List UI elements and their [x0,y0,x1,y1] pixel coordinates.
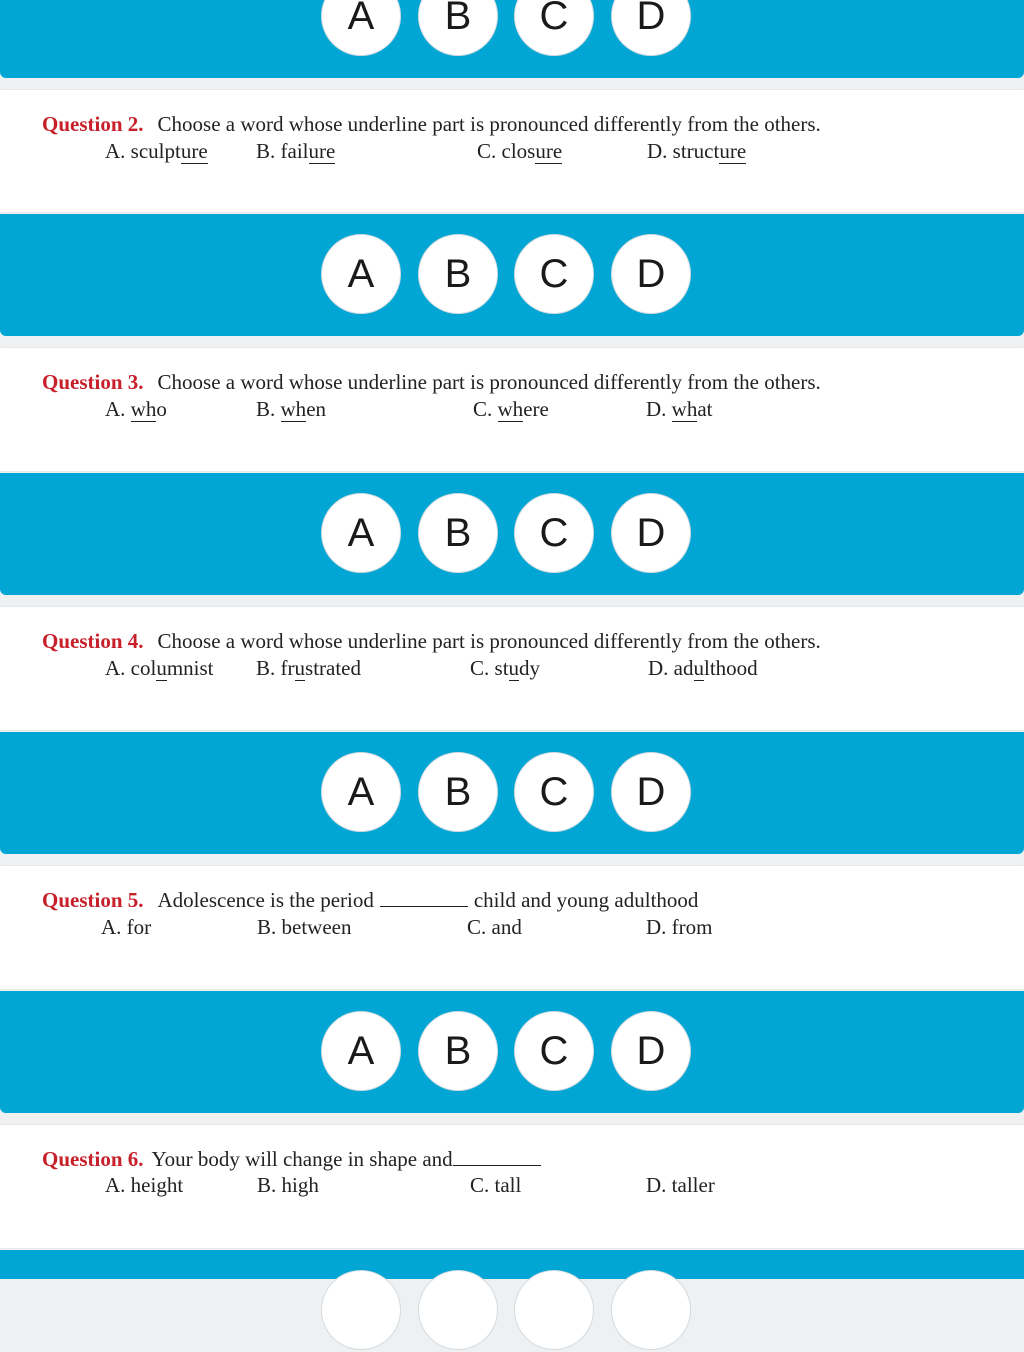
answer-button-a[interactable]: A [321,493,401,573]
question-prompt-end: child and young adulthood [473,888,699,912]
question-prompt: Choose a word whose underline part is pronounced differently from the others. [157,629,821,653]
option-d: D. from [646,915,713,939]
option-d: D. taller [646,1173,715,1197]
answer-band-q4 [0,732,1024,854]
answer-button-c[interactable] [514,1270,594,1350]
question-number: Question 6. [42,1147,144,1171]
question-number: Question 3. [42,370,144,394]
answer-band-q2 [0,214,1024,336]
answer-button-a[interactable]: A [321,0,401,56]
answer-button-b[interactable]: B [418,752,498,832]
option-d: D. structure [647,139,747,163]
answer-button-c[interactable]: C [514,752,594,832]
answer-button-c[interactable]: C [514,234,594,314]
question-prompt: Choose a word whose underline part is pronounced differently from the others. [157,112,821,136]
answer-blank [380,892,468,907]
answer-button-d[interactable] [611,1270,691,1350]
answer-button-d[interactable]: D [611,234,691,314]
answer-band-q6 [0,1250,1024,1279]
option-a: A. columnist [105,656,214,680]
option-d: D. what [646,397,713,421]
answer-button-c[interactable]: C [514,1011,594,1091]
answer-button-d[interactable]: D [611,1011,691,1091]
answer-blank [453,1151,541,1166]
answer-button-b[interactable]: B [418,1011,498,1091]
option-b: B. when [256,397,327,421]
option-c: C. and [467,915,522,939]
question-text [42,370,821,395]
question-prompt: Adolescence is the period [157,888,374,912]
question-text [42,1147,547,1172]
answer-button-b[interactable]: B [418,493,498,573]
option-a: A. for [101,915,152,939]
question-card-2 [0,90,1024,212]
question-prompt: Choose a word whose underline part is pronounced differently from the others. [157,370,821,394]
question-card-6 [0,1125,1024,1248]
question-card-3 [0,348,1024,471]
question-text [42,888,698,913]
answer-band-q5 [0,991,1024,1113]
question-card-4 [0,607,1024,730]
option-a: A. height [105,1173,184,1197]
option-c: C. closure [477,139,563,163]
question-prompt: Your body will change in shape and [151,1147,453,1171]
option-c: C. tall [470,1173,522,1197]
question-number: Question 5. [42,888,144,912]
answer-band-q1 [0,0,1024,78]
answer-button-d[interactable]: D [611,752,691,832]
option-c: C. where [473,397,549,421]
question-card-5 [0,866,1024,989]
option-d: D. adulthood [648,656,758,680]
answer-button-a[interactable] [321,1270,401,1350]
question-number: Question 2. [42,112,144,136]
answer-button-d[interactable]: D [611,493,691,573]
option-b: B. failure [256,139,336,163]
answer-button-a[interactable]: A [321,234,401,314]
option-a: A. sculpture [105,139,208,163]
option-c: C. study [470,656,541,680]
answer-button-a[interactable]: A [321,1011,401,1091]
option-a: A. who [105,397,167,421]
answer-band-q3 [0,473,1024,595]
answer-button-b[interactable]: B [418,0,498,56]
answer-button-b[interactable]: B [418,234,498,314]
option-b: B. high [257,1173,319,1197]
answer-button-b[interactable] [418,1270,498,1350]
option-b: B. frustrated [256,656,361,680]
question-number: Question 4. [42,629,144,653]
answer-button-d[interactable]: D [611,0,691,56]
answer-button-c[interactable]: C [514,493,594,573]
option-b: B. between [257,915,352,939]
question-text [42,629,821,654]
question-text [42,112,821,137]
answer-button-c[interactable]: C [514,0,594,56]
answer-button-a[interactable]: A [321,752,401,832]
